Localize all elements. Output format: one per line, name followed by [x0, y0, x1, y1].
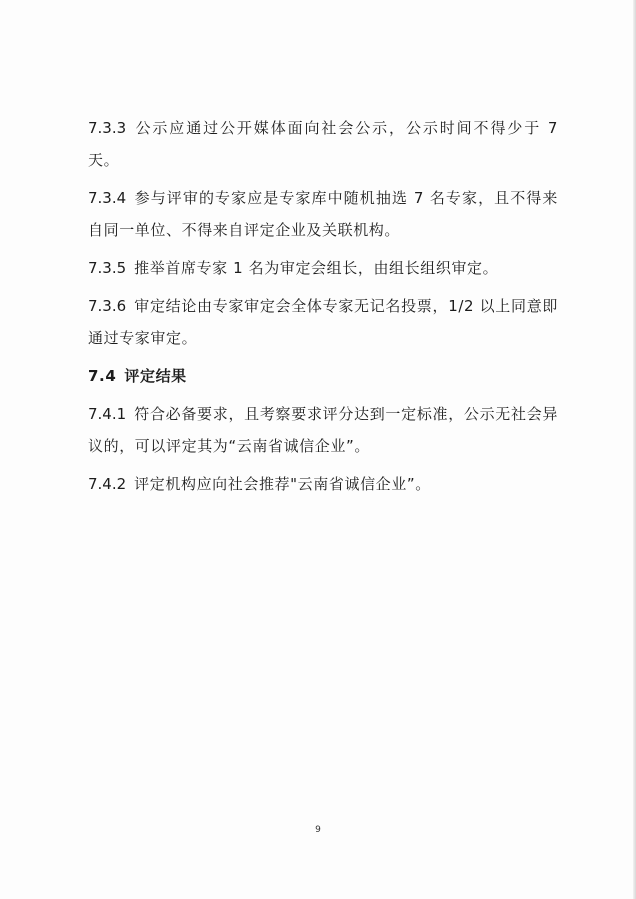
clause-text: 符合必备要求，且考察要求评分达到一定标准，公示无社会异议的，可以评定其为“云南省诚信企业”。: [88, 405, 558, 455]
clause-7-4-2: [88, 468, 558, 500]
page-number: 9: [315, 825, 321, 835]
document-body: [88, 112, 558, 506]
clause-7-3-5: [88, 252, 558, 284]
clause-text: 公示应通过公开媒体面向社会公示，公示时间不得少于 7 天。: [88, 119, 558, 169]
clause-number: 7.4.1: [88, 405, 127, 423]
clause-number: 7.3.5: [88, 259, 127, 277]
clause-number: 7.3.4: [88, 189, 127, 207]
clause-7-3-4: [88, 182, 558, 246]
clause-text: 评定机构应向社会推荐"云南省诚信企业”。: [134, 475, 431, 493]
clause-text: 推举首席专家 1 名为审定会组长，由组长组织审定。: [134, 259, 499, 277]
section-heading-7-4: [88, 360, 558, 392]
clause-text: 参与评审的专家应是专家库中随机抽选 7 名专家，且不得来自同一单位、不得来自评定企业及关联机构。: [88, 189, 558, 239]
clause-number: 7.4.2: [88, 475, 127, 493]
clause-number: 7.3.3: [88, 119, 127, 137]
clause-number: 7.3.6: [88, 297, 127, 315]
section-number: 7.4: [88, 367, 117, 385]
clause-7-3-6: [88, 290, 558, 354]
section-title: 评定结果: [124, 367, 187, 385]
clause-7-4-1: [88, 398, 558, 462]
clause-7-3-3: [88, 112, 558, 176]
clause-text: 审定结论由专家审定会全体专家无记名投票，1/2 以上同意即通过专家审定。: [88, 297, 558, 347]
